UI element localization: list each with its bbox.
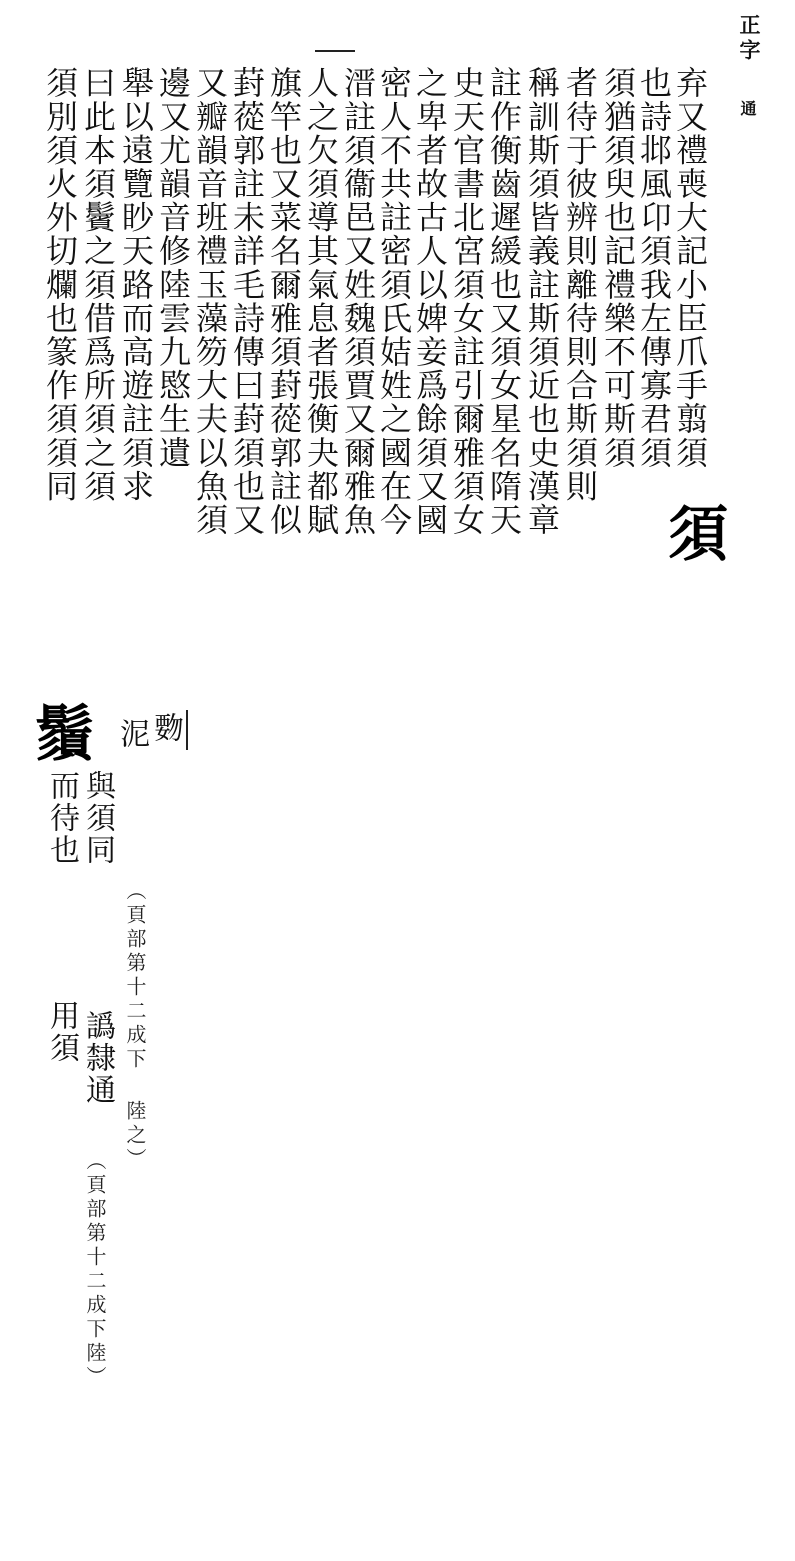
text-column-13: 葑蓯郭註未詳毛詩傳曰葑須也又 xyxy=(228,66,266,537)
text-column-12: 旗竿也又菜名爾雅須葑蓯郭註似 xyxy=(265,66,303,537)
lower-text-col-1: 與須同 xyxy=(80,770,115,866)
text-column-18: 須別須火外切爛也篆作須須同 xyxy=(41,66,79,503)
text-column-4: 者待于彼辨則離待則合斯須則 xyxy=(561,66,599,503)
citation-1: （頁部第十二成下 陸之） xyxy=(123,880,147,1172)
text-column-1: 弃又禮喪大記小臣爪手翦須 xyxy=(671,66,709,470)
text-column-14: 又瓣韻音班禮玉藻笏大夫以魚須 xyxy=(191,66,229,537)
head-character-main: 須 xyxy=(668,500,728,570)
text-column-6: 註作衡齒遲緩也又須女星名隋天 xyxy=(485,66,523,537)
book-subtitle: 通 xyxy=(738,100,757,120)
book-title: 正字 xyxy=(737,14,762,64)
lower-text-col-4: 譌隸通 xyxy=(80,1010,115,1106)
text-column-8: 之卑者故古人以婢妾爲餘須又國 xyxy=(411,66,449,537)
lower-text-col-3: 用須 xyxy=(44,1000,79,1064)
text-column-9: 密人不共註密須氏姞姓之國在今 xyxy=(375,66,413,537)
text-column-7: 史天官書北宮須女註引爾雅須女 xyxy=(448,66,486,537)
text-column-15: 邊又尤韻音修陸雲九愍生遺 xyxy=(154,66,192,470)
text-column-5: 稱訓斯須皆義註斯須近也史漢章 xyxy=(523,66,561,537)
top-rule xyxy=(315,50,355,52)
lower-char-2: 泥 xyxy=(114,718,149,750)
lower-char-1: 覅 xyxy=(148,712,183,744)
vertical-rule xyxy=(186,710,188,750)
text-column-2: 也詩邶風卬須我左傳寡君須 xyxy=(635,66,673,470)
text-column-16: 舉以遠覽眇天路而高遊註須求 xyxy=(117,66,155,503)
text-column-11: 人之欠須導其氣息者張衡夬都賦 xyxy=(302,66,340,537)
text-column-10: 溍註須衞邑又姓魏須賈又爾雅魚 xyxy=(339,66,377,537)
text-column-17: 曰此本須鬢之須借爲所須之須 xyxy=(79,66,117,503)
text-column-3: 須猶須臾也記禮樂不可斯須 xyxy=(599,66,637,470)
lower-text-col-2: 而待也 xyxy=(44,770,79,866)
citation-2: （頁部第十二成下陸） xyxy=(83,1150,107,1390)
head-character-secondary: 鬚 xyxy=(34,700,94,770)
